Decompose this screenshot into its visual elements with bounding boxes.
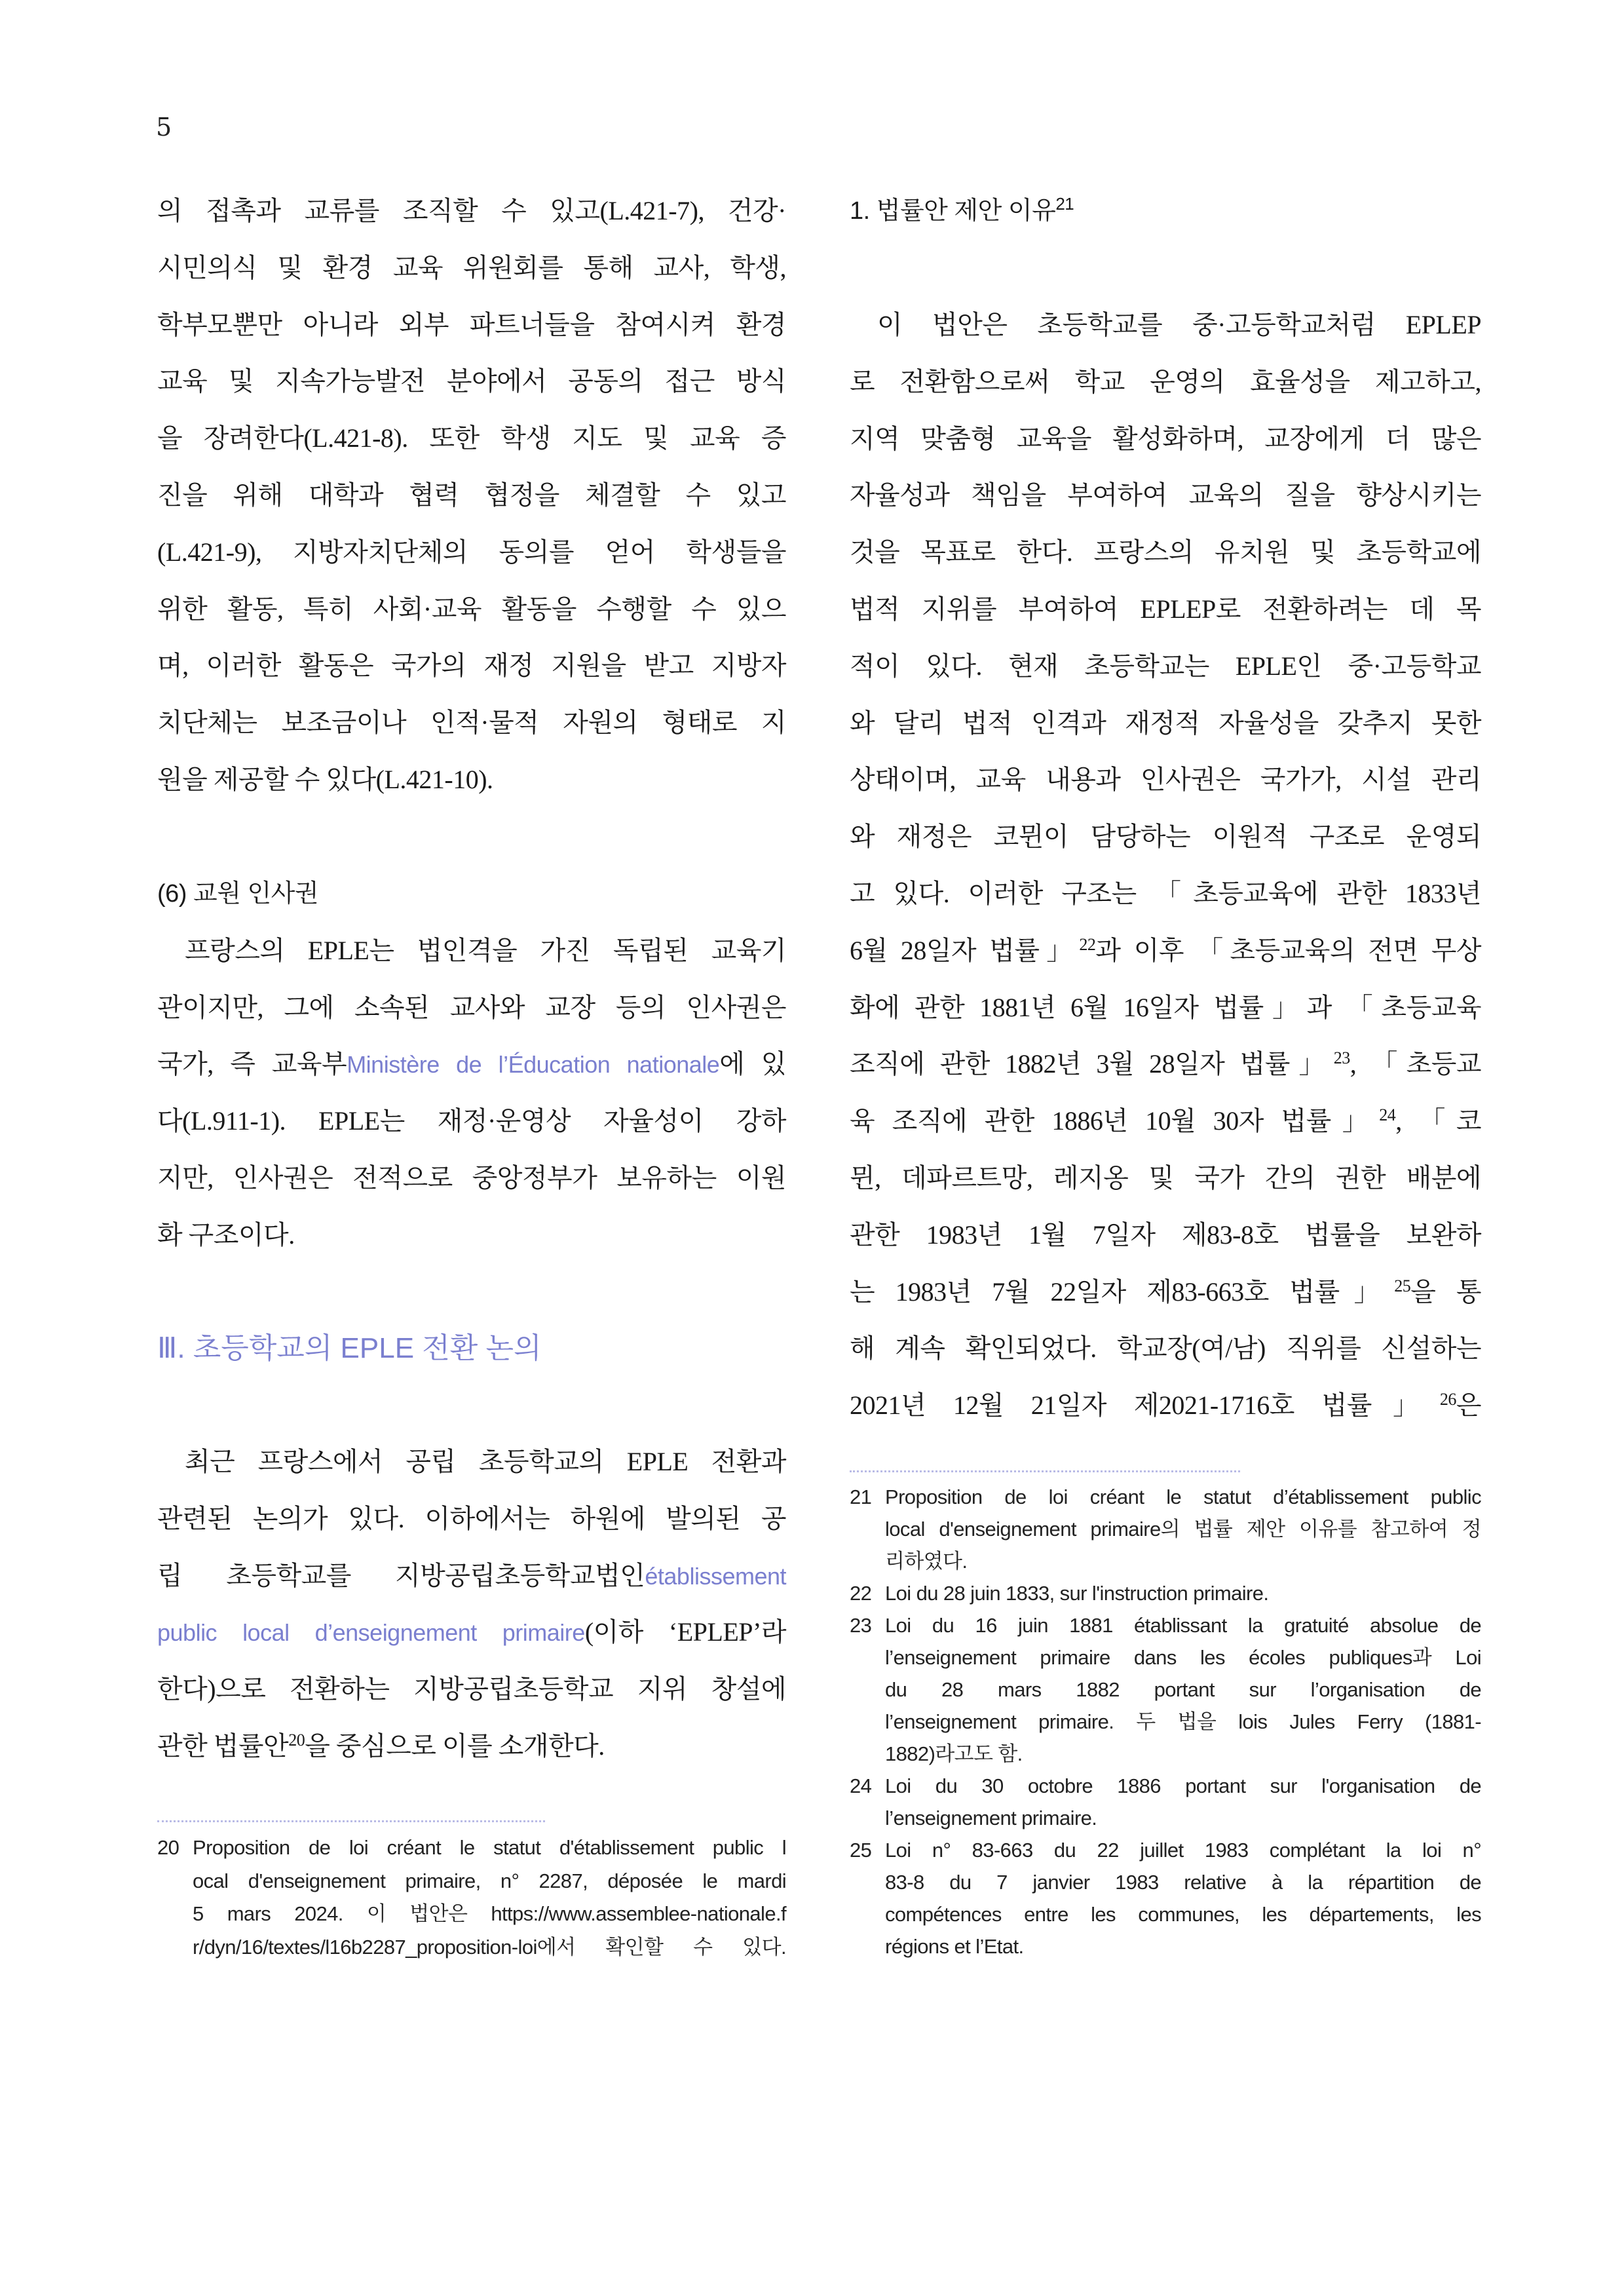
text-line: 이 법안은 초등학교를 중·고등학교처럼 EPLEP	[877, 310, 1481, 339]
footnote-line: l’enseignement primaire dans les écoles publiques과 Loi	[885, 1646, 1481, 1669]
footnote-number: 21	[850, 1485, 872, 1508]
text-line: 학부모뿐만 아니라 외부 파트너들을 참여시켜 환경	[157, 309, 786, 339]
footnote-line: Proposition de loi créant le statut d'établissement public l	[193, 1836, 786, 1859]
text-line	[157, 1548, 786, 1605]
text-line: 프랑스의 EPLE는 법인격을 가진 독립된 교육기	[185, 935, 786, 965]
text-line	[850, 1036, 1481, 1093]
footnote-line: r/dyn/16/textes/l16b2287_proposition-loi에서 확인할 수 있다.	[193, 1935, 786, 1959]
text-line: 와 달리 법적 인격과 재정적 자율성을 갖추지 못한	[850, 708, 1481, 738]
footnote-ref[interactable]: 26	[1439, 1390, 1456, 1409]
text-line: 관련된 논의가 있다. 이하에서는 하원에 발의된 공	[157, 1503, 786, 1533]
right-paragraph	[850, 297, 1481, 1434]
french-term: Ministère de l’Éducation nationale	[347, 1051, 720, 1079]
footnote-line: Proposition de loi créant le statut d’établissement public	[885, 1485, 1481, 1508]
footnote-number: 25	[850, 1839, 872, 1862]
text-line: 관한 1983년 1월 7일자 제83-8호 법률을 보완하	[850, 1219, 1481, 1250]
text-line: 교육 및 지속가능발전 분야에서 공동의 접근 방식	[157, 366, 786, 396]
section-personnel	[157, 866, 786, 1264]
text-segment: 과 이후 「초등교육의 전면 무상	[1095, 935, 1481, 965]
footnotes-right	[850, 1481, 1481, 1962]
footnote-number: 24	[850, 1774, 872, 1797]
left-paragraph-1	[157, 183, 786, 809]
left-paragraph-3	[157, 1434, 786, 1775]
footnote-number: 22	[850, 1582, 872, 1605]
footnote-divider	[850, 1470, 1240, 1472]
footnote-20	[157, 1831, 786, 1964]
text-line: 화 구조이다.	[157, 1219, 295, 1250]
footnote-line: compétences entre les communes, les départements, les	[885, 1903, 1481, 1926]
text-segment: 조직에 관한 1882년 3월 28일자 법률」	[850, 1049, 1334, 1079]
text-segment: (이하 ‘EPLEP’라	[584, 1617, 786, 1647]
footnote-line: Loi n° 83-663 du 22 juillet 1983 complétant la loi n°	[885, 1839, 1481, 1862]
text-line: 해 계속 확인되었다. 학교장(여/남) 직위를 신설하는	[850, 1333, 1481, 1364]
text-line: 위한 활동, 특히 사회·교육 활동을 수행할 수 있으	[157, 594, 786, 624]
text-line: 뮌, 데파르트망, 레지옹 및 국가 간의 권한 배분에	[850, 1162, 1481, 1193]
footnote-25	[850, 1834, 1481, 1962]
footnotes-left	[157, 1831, 786, 1964]
footnote-ref[interactable]: 22	[1079, 934, 1096, 954]
footnote-line: Loi du 28 juin 1833, sur l'instruction primaire.	[885, 1582, 1269, 1605]
text-segment: 에 있	[719, 1049, 786, 1079]
french-term: public local d’enseignement primaire	[157, 1619, 585, 1647]
footnote-24	[850, 1770, 1481, 1834]
footnote-ref[interactable]: 24	[1379, 1105, 1396, 1125]
footnote-line: l’enseignement primaire.	[885, 1807, 1097, 1829]
text-line: 것을 목표로 한다. 프랑스의 유치원 및 초등학교에	[850, 537, 1481, 567]
footnote-line: ocal d'enseignement primaire, n° 2287, déposée le mardi	[193, 1869, 786, 1892]
text-line	[850, 1093, 1481, 1150]
text-line: 지역 맞춤형 교육을 활성화하며, 교장에게 더 많은	[850, 423, 1481, 453]
footnote-line: l’enseignement primaire. 두 법을 lois Jules Ferry (1881-	[885, 1710, 1481, 1733]
text-segment: , 「초등교	[1350, 1049, 1481, 1079]
footnote-23	[850, 1609, 1481, 1770]
left-paragraph-2	[157, 923, 786, 1264]
footnote-number: 23	[850, 1614, 872, 1637]
footnote-line: Loi du 16 juin 1881 établissant la gratuité absolue de	[885, 1614, 1481, 1637]
text-line: 로 전환함으로써 학교 운영의 효율성을 제고하고,	[850, 366, 1481, 396]
text-segment: 국가, 즉 교육부	[157, 1049, 347, 1079]
text-line	[157, 1718, 786, 1775]
text-line	[850, 923, 1481, 980]
right-heading	[850, 183, 1481, 240]
footnote-ref[interactable]: 21	[1055, 194, 1074, 214]
text-line: 시민의식 및 환경 교육 위원회를 통해 교사, 학생,	[157, 252, 786, 282]
text-line: 화에 관한 1881년 6월 16일자 법률」과 「초등교육	[850, 992, 1481, 1022]
text-line: 상태이며, 교육 내용과 인사권은 국가가, 시설 관리	[850, 765, 1481, 795]
text-line: 자율성과 책임을 부여하여 교육의 질을 향상시키는	[850, 480, 1481, 510]
text-line: 적이 있다. 현재 초등학교는 EPLE인 중·고등학교	[850, 651, 1481, 681]
text-line: 진을 위해 대학과 협력 협정을 체결할 수 있고	[157, 480, 786, 510]
text-line: 원을 제공할 수 있다(L.421-10).	[157, 764, 493, 794]
footnote-ref[interactable]: 23	[1333, 1048, 1350, 1068]
text-segment: 육 조직에 관한 1886년 10월 30자 법률」	[850, 1106, 1380, 1136]
footnote-22	[850, 1577, 1481, 1609]
footnote-ref[interactable]: 20	[288, 1730, 305, 1750]
text-segment: 6월 28일자 법률」	[850, 935, 1080, 965]
footnote-21	[850, 1481, 1481, 1577]
footnote-line: Loi du 30 octobre 1886 portant sur l'organisation de	[885, 1774, 1481, 1797]
text-segment: 는 1983년 7월 22일자 제83-663호 법률」	[850, 1276, 1395, 1307]
text-line	[850, 1377, 1481, 1434]
french-term: établissement	[645, 1562, 786, 1590]
footnote-line: 1882)라고도 함.	[885, 1742, 1023, 1765]
text-line: 다(L.911-1). EPLE는 재정·운영상 자율성이 강하	[157, 1106, 786, 1136]
text-segment: 은	[1456, 1390, 1481, 1421]
text-line: 한다)으로 전환하는 지방공립초등학교 지위 창설에	[157, 1674, 786, 1704]
text-line: 법적 지위를 부여하여 EPLEP로 전환하려는 데 목	[850, 594, 1481, 624]
text-line	[850, 1264, 1481, 1321]
text-segment: 을 중심으로 이를 소개한다.	[305, 1731, 605, 1761]
text-line: 최근 프랑스에서 공립 초등학교의 EPLE 전환과	[185, 1447, 786, 1476]
text-line: 며, 이러한 활동은 국가의 재정 지원을 받고 지방자	[157, 651, 786, 681]
footnote-divider	[157, 1820, 545, 1822]
footnote-number: 20	[157, 1836, 179, 1859]
text-line	[157, 1604, 786, 1661]
text-line: (L.421-9), 지방자치단체의 동의를 얻어 학생들을	[157, 537, 786, 567]
text-line: 관이지만, 그에 소속된 교사와 교장 등의 인사권은	[157, 992, 786, 1022]
text-segment: 을 통	[1410, 1276, 1481, 1307]
heading-proposal-reason: 1. 법률안 제안 이유	[850, 197, 1056, 225]
text-line: 지만, 인사권은 전적으로 중앙정부가 보유하는 이원	[157, 1162, 786, 1193]
text-line: 치단체는 보조금이나 인적·물적 자원의 형태로 지	[157, 708, 786, 738]
footnote-line: du 28 mars 1882 portant sur l’organisation de	[885, 1678, 1481, 1701]
section-heading-3: Ⅲ. 초등학교의 EPLE 전환 논의	[157, 1332, 542, 1364]
text-line: 을 장려한다(L.421-8). 또한 학생 지도 및 교육 증	[157, 423, 786, 453]
text-line: 고 있다. 이러한 구조는 「초등교육에 관한 1833년	[850, 878, 1481, 908]
text-line: 와 재정은 코뮌이 담당하는 이원적 구조로 운영되	[850, 822, 1481, 852]
text-line: 의 접촉과 교류를 조직할 수 있고(L.421-7), 건강·	[157, 196, 786, 225]
text-segment: 2021년 12월 21일자 제2021-1716호 법률」	[850, 1390, 1440, 1421]
text-segment: , 「코	[1395, 1106, 1481, 1136]
footnote-line: 5 mars 2024. 이 법안은 https://www.assemblee-nationale.f	[193, 1902, 786, 1925]
footnote-line: 83-8 du 7 janvier 1983 relative à la répartition de	[885, 1871, 1481, 1894]
footnote-line: local d'enseignement primaire의 법률 제안 이유를 참고하여 정	[885, 1518, 1481, 1540]
text-line	[157, 1036, 786, 1093]
page-number: 5	[156, 113, 172, 142]
footnote-line: régions et l’Etat.	[885, 1935, 1024, 1958]
subheading-teacher-personnel: (6) 교원 인사권	[157, 880, 319, 908]
text-segment: 립 초등학교를 지방공립초등학교법인	[157, 1560, 645, 1590]
footnote-ref[interactable]: 25	[1394, 1276, 1411, 1295]
footnote-line: 리하였다.	[885, 1550, 968, 1573]
text-segment: 관한 법률안	[157, 1731, 289, 1761]
